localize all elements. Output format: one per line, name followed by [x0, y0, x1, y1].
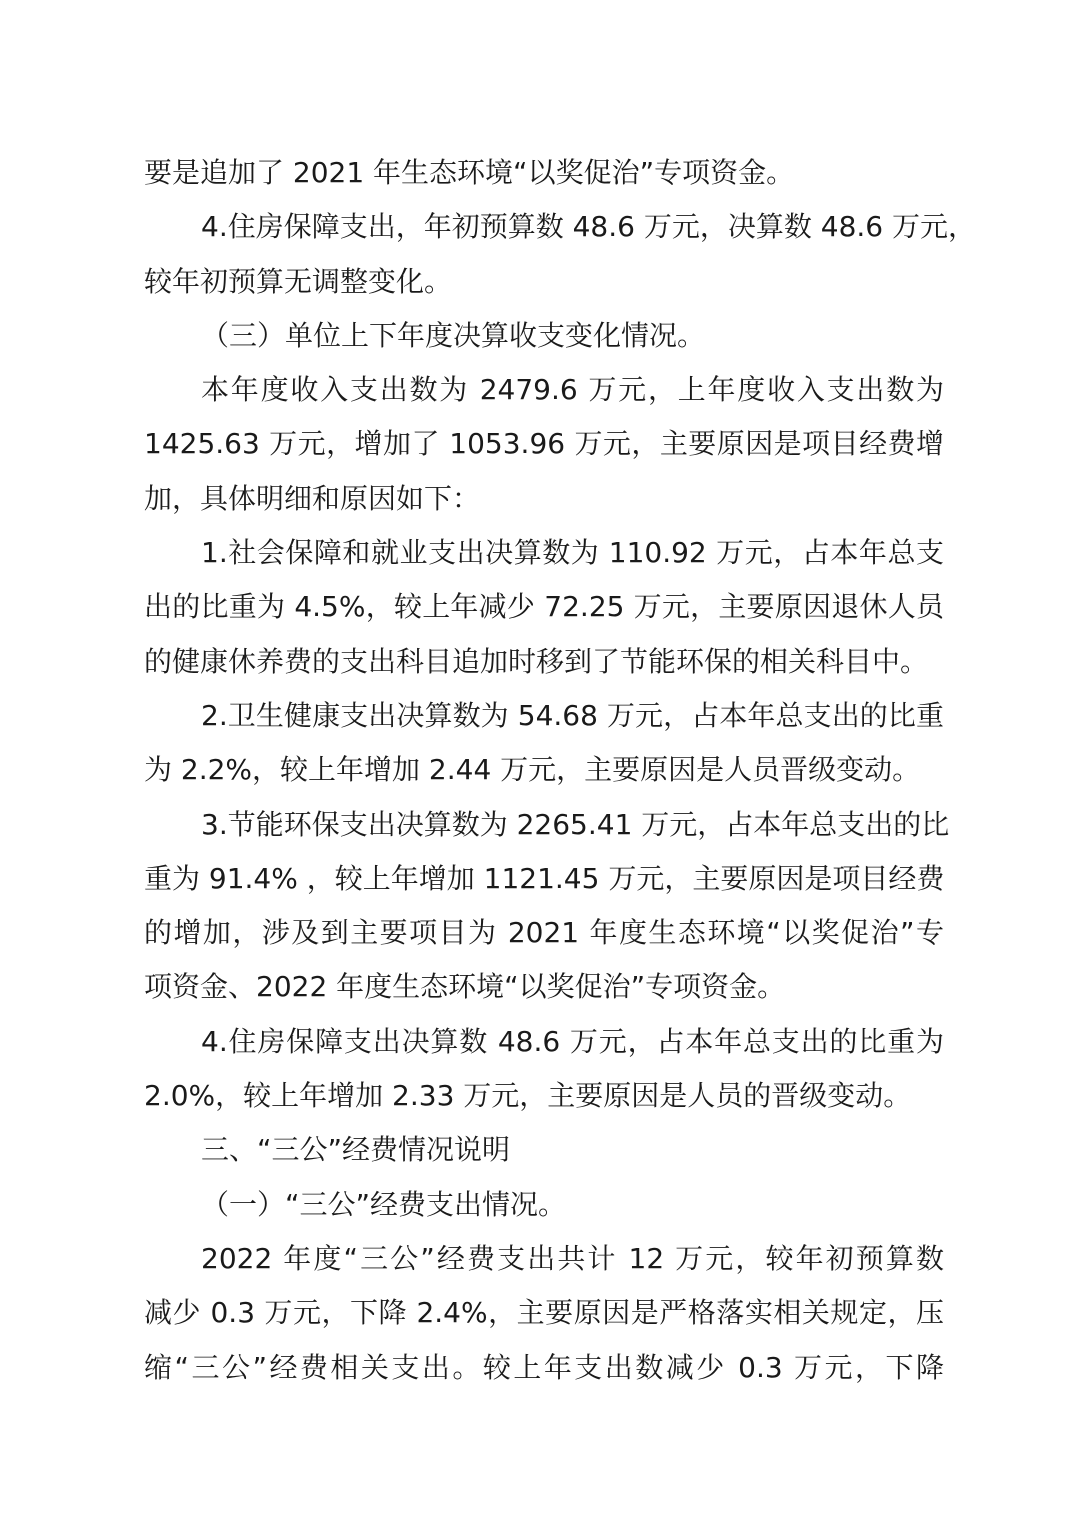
- section-heading: 三、“三公”经费情况说明: [201, 1133, 511, 1167]
- text-line: 1425.63 万元，增加了 1053.96 万元，主要原因是项目经费增: [144, 427, 944, 461]
- document-body: [144, 146, 977, 1395]
- text-line: 出的比重为 4.5%，较上年减少 72.25 万元，主要原因退休人员: [144, 590, 944, 624]
- text-line: 重为 91.4% ，较上年增加 1121.45 万元，主要原因是项目经费: [144, 861, 945, 895]
- section-heading: （三）单位上下年度决算收支变化情况。: [201, 318, 706, 352]
- text-line: 2022 年度“三公”经费支出共计 12 万元，较年初预算数: [201, 1241, 944, 1275]
- text-line: 2.0%，较上年增加 2.33 万元，主要原因是人员的晋级变动。: [144, 1079, 912, 1113]
- text-line: 较年初预算无调整变化。: [144, 264, 453, 298]
- text-line: 4.住房保障支出决算数 48.6 万元，占本年总支出的比重为: [201, 1024, 944, 1058]
- text-line: 3.节能环保支出决算数为 2265.41 万元，占本年总支出的比: [201, 807, 950, 841]
- text-line: 1.社会保障和就业支出决算数为 110.92 万元，占本年总支: [201, 536, 944, 570]
- text-line: 缩“三公”经费相关支出。较上年支出数减少 0.3 万元，下降: [144, 1350, 944, 1384]
- text-line: 减少 0.3 万元，下降 2.4%，主要原因是严格落实相关规定，压: [144, 1296, 944, 1330]
- text-line: 要是追加了 2021 年生态环境“以奖促治”专项资金。: [144, 156, 795, 189]
- text-line: 本年度收入支出数为 2479.6 万元，上年度收入支出数为: [201, 373, 944, 407]
- subsection-heading: （一）“三公”经费支出情况。: [201, 1187, 567, 1221]
- text-line: 4.住房保障支出，年初预算数 48.6 万元，决算数 48.6 万元，: [201, 210, 977, 244]
- text-line: 项资金、2022 年度生态环境“以奖促治”专项资金。: [144, 970, 786, 1004]
- text-line: 加，具体明细和原因如下：: [144, 481, 481, 515]
- text-line: 的健康休养费的支出科目追加时移到了节能环保的相关科目中。: [144, 644, 929, 678]
- text-line: 为 2.2%，较上年增加 2.44 万元，主要原因是人员晋级变动。: [144, 753, 921, 787]
- text-line: 的增加，涉及到主要项目为 2021 年度生态环境“以奖促治”专: [144, 916, 944, 950]
- text-line: 2.卫生健康支出决算数为 54.68 万元，占本年总支出的比重: [201, 698, 944, 732]
